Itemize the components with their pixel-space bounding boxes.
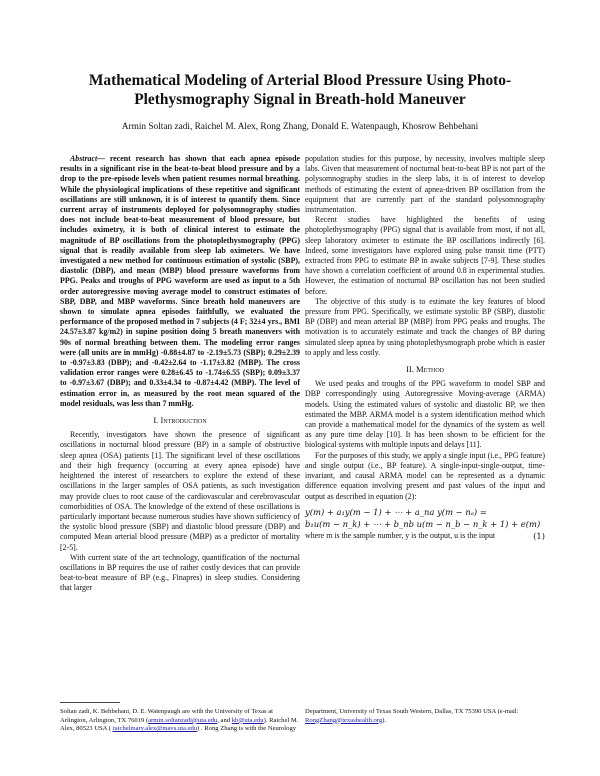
intro-paragraph: Recently, investigators have shown the presence of significant oscillations in nocturnal blood pressure (BP) in a sample of obstructive sleep apnea (OSA) patients [1]. The significant level of these oscillations and their high frequency (occurring at every apnea episode) have heightened the interest of researchers to explore the extend of these oscillations in the larger samples of OSA patients, as such investigation may provide clues to root cause of the cardiovascular and cerebrovascular comorbidities of OSA. The knowledge of the extend of these oscillations is particularly important because numerous studies have shown sufficiency of the systolic blood pressure (SBP) and diastolic blood pressure (DBP) and computed Mean arterial blood pressure (MBP) as a predictor of mortality [2-5]. [60,430,300,552]
method-paragraph: For the purposes of this study, we apply a single input (i.e., PPG feature) and single output (i.e., BP feature). A single-input-single-output, time-invariant, and causal ARMA model can be represented as a dynamic difference equation involving present and past values of the input and output as described in equation (2): [305,450,545,501]
section-heading-introduction: I. Introduction [153,415,207,426]
footnote-left: Soltan zadi, K. Behbehani, D. E. Watenpaugh are with the University of Texas at Arlington, Arlington, TX 76019 (armin.soltanzadi@uta.edu, and kb@uta.edu). Raichel M. Alex, 80523 USA ( raichelmary.alex@mavs.uta.edu) . Rong Zhang is with the Neurology [60,708,299,733]
abstract [60,154,300,409]
footnote-right: Department, University of Texas South Western, Dallas, TX 75390 USA (e-mail: RongZhang@texashealth.org). [305,708,519,724]
intro-paragraph: The objective of this study is to estimate the key features of blood pressure from PPG. Specifically, we estimate systolic BP (SBP), diastolic BP (DBP) and mean arterial BP (MBP) from PPG peaks and troughs. The motivation is to accurately estimate and track the changes of BP during simulated sleep apnea by using photoplethysmograph probe which is easier to apply and less costly. [305,296,545,357]
email-link[interactable]: RongZhang@texashealth.org [305,716,383,724]
author-list: Armin Soltan zadi, Raichel M. Alex, Rong Zhang, Donald E. Watenpaugh, Khosrow Behbehani [121,122,479,132]
email-link[interactable]: raichelmary.alex@mavs.uta.edu [112,725,198,733]
equation-number: (1) [533,530,545,541]
abstract-text: recent research has shown that each apnea episode results in a significant rise in the beat-to-beat blood pressure and by a drop to the pre-episode levels when patient resumes normal breathing. While the physiological implications of these repetitive and significant oscillations are still unknown, it is of interest to quantify them. Since current array of instruments deployed for polysomnography studies does not include beat-to-beat measurement of blood pressure, but includes oximetry, it is both of clinical interest to estimate the magnitude of BP oscillations from the photoplethysmography (PPG) signal that is readily available from sleep lab oximeters. We have investigated a new method for continuous estimation of systolic (SBP), diastolic (DBP), and mean (MBP) blood pressure waveforms from PPG. Peaks and troughs of PPG waveform are used as input to a 5th order autoregressive moving average model to construct estimates of SBP, DBP, and MBP waveforms. Since breath hold maneuvers are shown to simulate apnea episodes faithfully, we evaluated the performance of the proposed method in 7 subjects (4 F; 32±4 yrs., BMI 24.57±3.87 kg/m2) in supine position doing 5 breath maneuvers with 90s of normal breathing between them. The modeling error ranges were (all units are in mmHg) -0.88±4.87 to -2.19±5.73 (SBP); 0.29±2.39 to -0.97±3.83 (DBP); and -0.42±2.64 to -1.17±3.82 (MBP). The cross validation error ranges were 0.28±6.45 to -1.74±6.55 (SBP); 0.09±3.37 to -0.97±3.67 (DBP); and 0.33±4.34 to -0.87±4.42 (MBP). The level of estimation error in, as measured by the root mean squared of the model residuals, was less than 7 mmHg. [60,154,300,408]
equation-line-2: b₁u(m − n_k) + ⋯ + b_nb u(m − n_b − n_k + 1) + e(m) (1) [305,518,545,541]
email-link[interactable]: kb@uta.edu [231,716,264,724]
method-paragraph: We used peaks and troughs of the PPG waveform to model SBP and DBP correspondingly using Autoregressive Moving-average (ARMA) models. Using the estimated values of systolic and diastolic BP, we then estimated the MBP. ARMA model is a system identification method which can provide a mathematical model for the dynamics of the system as well as any pure time delay [10]. It has been shown to be efficient for the biological systems with multiple inputs and delays [11]. [305,379,545,450]
left-column [60,154,300,594]
footnote-rule [60,702,120,703]
intro-paragraph: population studies for this purpose, by necessity, involves multiple sleep labs. Given that measurement of nocturnal beat-to-beat BP is not part of the polysomnography studies in the sleep labs, it is of interest to develop methods of estimating the extent of apnea-driven BP oscillation from the equipment that are currently part of the standard polysomnography instrumentation. [305,154,545,215]
right-column [305,154,545,542]
email-link[interactable]: armin.soltanzadi@uta.edu [148,716,218,724]
section-heading-method: II. Method [406,364,444,375]
equation-line-1: y(m) + a₁y(m − 1) + ⋯ + a_na y(m − nₐ) = [305,506,487,517]
intro-paragraph: Recent studies have highlighted the benefits of using photoplethysmography (PPG) signal that is available from most, if not all, sleep laboratory oximeter to estimate the BP oscillations indirectly [6]. Indeed, some investigators have explored using pulse transit time (PTT) extracted from PPG to estimate BP in awake subjects [7-9]. These studies have shown a correlation coefficient of around 0.8 in experimental studies. However, the estimation of nocturnal BP oscillation has not been studied before. [305,215,545,296]
method-paragraph: where m is the sample number, y is the output, u is the input [305,530,496,540]
abstract-lead: Abstract— [70,154,106,163]
intro-paragraph: With current state of the art technology, quantification of the nocturnal oscillations in BP requires the use of rather costly devices that can provide beat-to-beat measure of BP (e.g., Finapres) in sleep studies. Considering that larger [60,552,300,593]
paper-title: Mathematical Modeling of Arterial Blood Pressure Using Photo-Plethysmography Signal in Breath-hold Maneuver [88,72,512,108]
